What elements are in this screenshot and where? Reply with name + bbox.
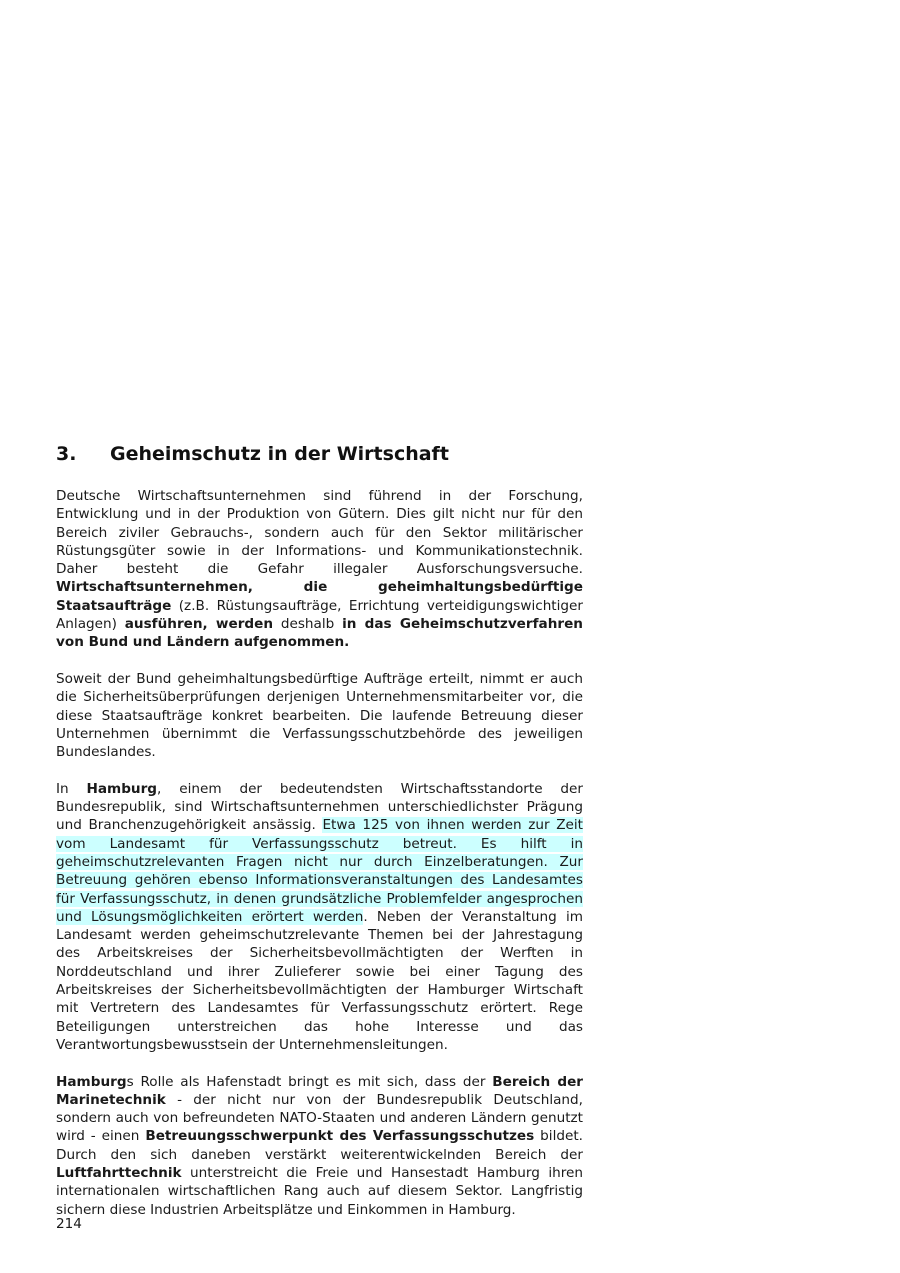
bold-text: Wirtschaftsunternehmen, die geheimhaltungsbedürftige Staatsaufträge (56, 579, 583, 614)
highlighted-text: Etwa 125 von ihnen werden zur Zeit vom Landesamt für Verfassungsschutz betreut. Es hilft in geheimschutzrelevanten Fragen nicht nur durch Einzelberatungen. Zur Betreuung gehören ebenso Informationsveranstaltungen des Landesamtes für Verfassungsschutz, in denen grundsätzliche Problemfelder angesprochen und Lösungsmöglichkeiten erörtert werden (56, 817, 584, 925)
section-number: 3. (56, 443, 77, 465)
text-run: (z.B. Rüstungsaufträge, Errichtung verteidigungswichtiger Anlagen) (56, 597, 583, 633)
bold-text: Betreuungsschwerpunkt des Verfassungsschutzes (145, 1128, 535, 1145)
paragraph (56, 670, 583, 761)
section-title: Geheimschutz in der Wirtschaft (110, 443, 449, 465)
page-number: 214 (56, 1216, 82, 1232)
paragraph (56, 780, 583, 1054)
text-run: deshalb (273, 616, 343, 633)
paragraph (56, 487, 583, 652)
body-text (56, 487, 583, 1237)
section-heading (56, 443, 449, 465)
text-run: - der nicht nur von der Bundesrepublik Deutschland, sondern auch von befreundeten NATO-Staaten und anderen Ländern genutzt wird - einen (56, 1091, 583, 1145)
bold-text: ausführen, werden (124, 616, 274, 633)
text-run: bildet. Durch den sich daneben verstärkt weiterentwickelnden Bereich der (56, 1128, 583, 1163)
text-run: unterstreicht die Freie und Hansestadt Hamburg ihren internationalen wirtschaftlichen Rang auch auf diesem Sektor. Langfristig sichern diese Industrien Arbeitsplätze und Einkommen in Hamburg. (56, 1164, 583, 1218)
bold-text: in das Geheimschutzverfahren von Bund und Ländern aufgenommen. (56, 616, 583, 651)
text-run: . Neben der Veranstaltung im Landesamt werden geheimschutzrelevante Themen bei der Jahrestagung des Arbeitskreises der Sicherheitsbevollmächtigten der Werften in Norddeutschland und ihrer Zulieferer sowie bei einer Tagung des Arbeitskreises der Sicherheitsbevollmächtigten der Hamburger Wirtschaft mit Vertretern des Landesamtes für Verfassungsschutz erörtert. Rege Beteiligungen unterstreichen das hohe Interesse und das Verantwortungsbewusstsein der Unternehmensleitungen. (56, 908, 583, 1053)
text-run: In (56, 780, 87, 797)
bold-text: Hamburg (86, 780, 158, 797)
bold-text: Bereich der Marinetechnik (56, 1073, 583, 1108)
text-run: Deutsche Wirtschaftsunternehmen sind führend in der Forschung, Entwicklung und in der Produktion von Gütern. Dies gilt nicht nur für den Bereich ziviler Gebrauchs-, sondern auch für den Sektor militärischer Rüstungsgüter sowie in der Informations- und Kommunikationstechnik. Daher besteht die Gefahr illegaler Ausforschungsversuche. (56, 488, 583, 578)
bold-text: Hamburg (56, 1073, 127, 1090)
text-run: s Rolle als Hafenstadt bringt es mit sich, dass der (126, 1073, 493, 1090)
bold-text: Luftfahrttechnik (56, 1164, 182, 1181)
paragraph (56, 1073, 583, 1219)
text-run: , einem der bedeutendsten Wirtschaftsstandorte der Bundesrepublik, sind Wirtschaftsunternehmen unterschiedlichster Prägung und Branchenzugehörigkeit ansässig. (56, 780, 583, 834)
text-run: Soweit der Bund geheimhaltungsbedürftige Aufträge erteilt, nimmt er auch die Sicherheitsüberprüfungen derjenigen Unternehmensmitarbeiter vor, die diese Staatsaufträge konkret bearbeiten. Die laufende Betreuung dieser Unternehmen übernimmt die Verfassungsschutzbehörde des jeweiligen Bundeslandes. (56, 670, 583, 761)
